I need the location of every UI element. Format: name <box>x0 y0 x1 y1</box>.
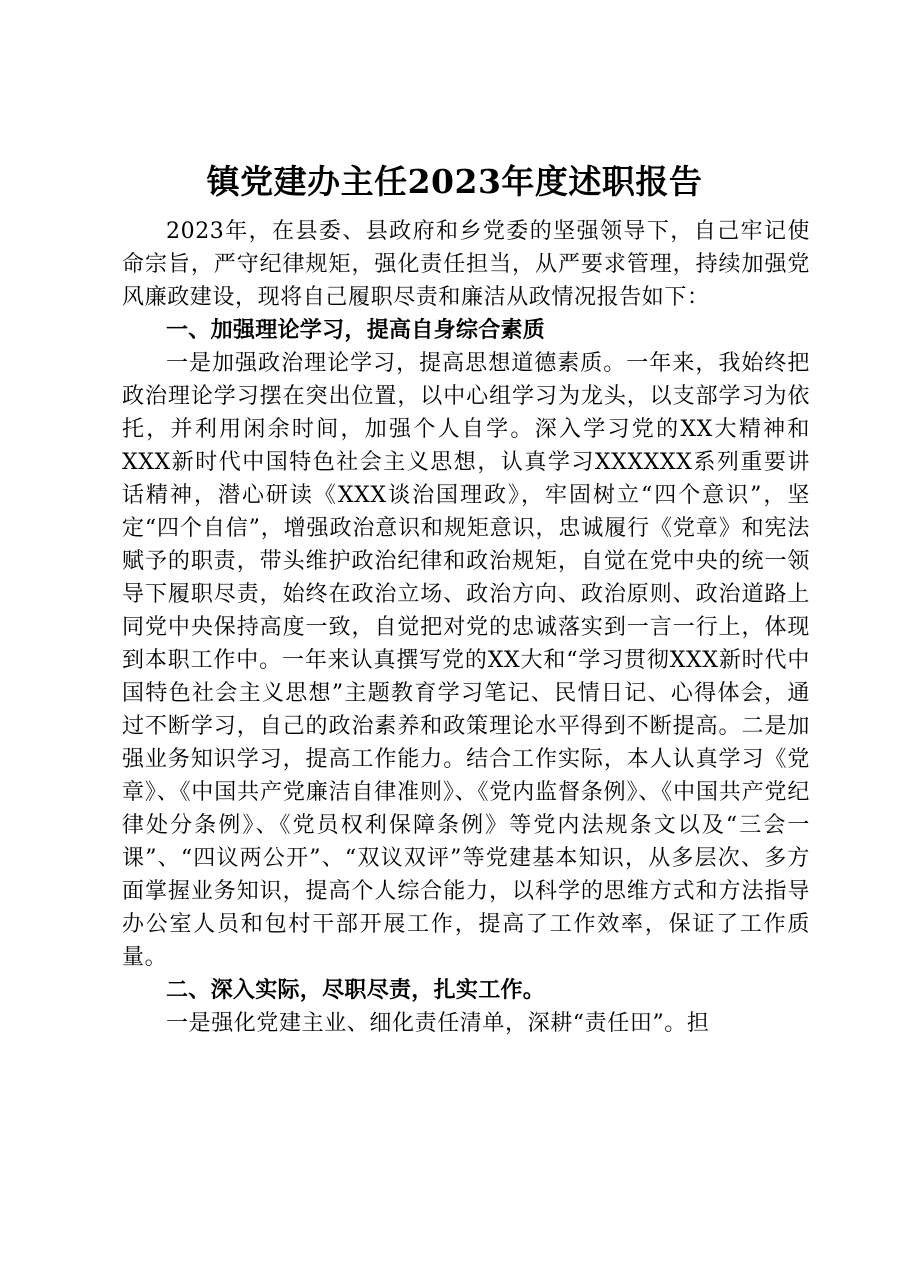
section-2-paragraph: 一是强化党建主业、细化责任清单，深耕“责任田”。担 <box>166 1011 710 1036</box>
section-1-paragraph: 一是加强政治理论学习，提高思想道德素质。一年来，我始终把政治理论学习摆在突出位置，以中心组学习为龙头，以支部学习为依托，并利用闲余时间，加强个人自学。深入学习党的XX大精神和XXX新时代中国特色社会主义思想，认真学习XXXXXX系列重要讲话精神，潜心研读《XXX谈治国理政》，牢固树立“四个意识”，坚定“四个自信”，增强政治意识和规矩意识，忠诚履行《党章》和宪法赋予的职责，带头维护政治纪律和政治规矩，自觉在党中央的统一领导下履职尽责，始终在政治立场、政治方向、政治原则、政治道路上同党中央保持高度一致，自觉把对党的忠诚落实到一言一行上，体现到本职工作中。一年来认真撰写党的XX大和“学习贯彻XXX新时代中国特色社会主义思想”主题教育学习笔记、民情日记、心得体会，通过不断学习，自己的政治素养和政策理论水平得到不断提高。二是加强业务知识学习，提高工作能力。结合工作实际，本人认真学习《党章》、《中国共产党廉洁自律准则》、《党内监督条例》、《中国共产党纪律处分条例》、《党员权利保障条例》等党内法规条文以及“三会一课”、“四议两公开”、“双议双评”等党建基本知识，从多层次、多方面掌握业务知识，提高个人综合能力，以科学的思维方式和方法指导办公室人员和包村干部开展工作，提高了工作效率，保证了工作质量。 <box>122 351 810 970</box>
section-heading-2: 二、深入实际，尽职尽责，扎实工作。 <box>166 978 546 1003</box>
document-title: 镇党建办主任2023年度述职报告 <box>206 162 703 201</box>
intro-paragraph: 2023年，在县委、县政府和乡党委的坚强领导下，自己牢记使命宗旨，严守纪律规矩，强化责任担当，从严要求管理，持续加强党风廉政建设，现将自己履职尽责和廉洁从政情况报告如下： <box>122 219 810 310</box>
section-heading-1: 一、加强理论学习，提高自身综合素质 <box>166 318 546 343</box>
document-body <box>122 215 810 1040</box>
